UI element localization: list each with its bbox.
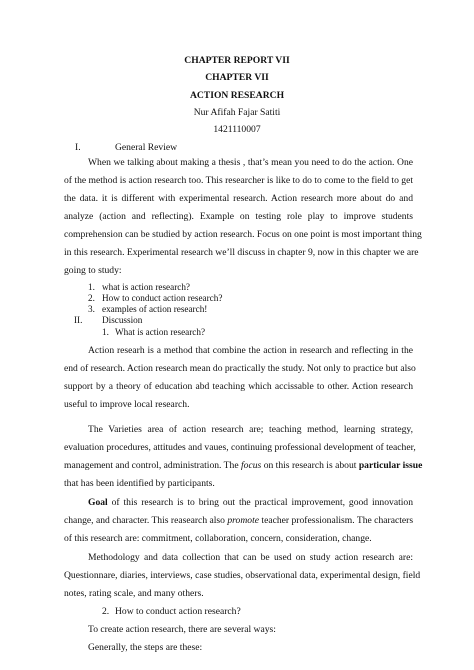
s1-para-line: the data. it is different with experimental research. Action research more about do and xyxy=(64,193,413,204)
list-item: examples of action research! xyxy=(102,304,208,314)
text-run: change, and character. This reasearch also xyxy=(64,515,225,526)
subheading-number: 2. xyxy=(102,606,110,617)
s2-para-line: end of research. Action research mean do practically the study. Not only to practice but also xyxy=(64,363,416,374)
varieties-line-focus xyxy=(64,460,423,472)
section1-heading: General Review xyxy=(115,142,178,153)
author-name: Nur Afifah Fajar Satiti xyxy=(193,107,281,118)
list-item-number: 1. xyxy=(88,282,95,292)
list-item-number: 3. xyxy=(88,304,95,314)
focus-emphasis: focus xyxy=(241,460,262,471)
section1-numeral: I. xyxy=(75,142,81,153)
methodology-line: Methodology and data collection that can be used on study action research are: xyxy=(88,552,413,563)
goal-emphasis: Goal xyxy=(88,497,108,508)
s1-para-line: of the method is action research too. This researcher is like to do to come to the field to get xyxy=(64,175,413,186)
section2-heading: Discussion xyxy=(102,315,143,325)
s2-para-line: useful to improve local research. xyxy=(64,399,190,410)
varieties-line: evaluation procedures, attitudes and vaues, continuing professional development of teacher, xyxy=(64,442,416,453)
s1-para-line: going to study: xyxy=(64,265,122,276)
text-run: teacher professionalism. The characters xyxy=(261,515,414,526)
goal-line xyxy=(88,497,413,509)
s1-para-line: When we talking about making a thesis , that’s mean you need to do the action. One xyxy=(88,157,413,168)
text-run: on this research is about xyxy=(263,460,357,471)
s1-para-line: analyze (action and reflecting). Example on testing role play to improve students xyxy=(64,211,413,222)
promote-emphasis: promote xyxy=(227,515,259,526)
list-item: How to conduct action research? xyxy=(102,293,223,303)
subheading-number: 1. xyxy=(102,327,109,337)
text-run: management and control, administration. The xyxy=(64,460,239,471)
s1-para-line: in this research. Experimental research we’ll discuss in chapter 9, now in this chapter we are xyxy=(64,247,419,258)
ways-line: To create action research, there are several ways: xyxy=(88,624,276,635)
particular-issue-emphasis: particular issue xyxy=(358,460,423,471)
steps-line: Generally, the steps are these: xyxy=(88,642,203,653)
goal-line: of this research are: commitment, collaboration, concern, consideration, change. xyxy=(64,533,372,544)
section2-numeral: II. xyxy=(74,315,83,325)
subheading-how-to: How to conduct action research? xyxy=(115,606,241,617)
chapter-title: ACTION RESEARCH xyxy=(189,90,285,101)
s2-para-line: support by a theory of education abd teaching which accissable to other. Action research xyxy=(64,381,413,392)
list-item-number: 2. xyxy=(88,293,95,303)
varieties-line: that has been identified by participants. xyxy=(64,478,215,489)
varieties-line: The Varieties area of action research are; teaching method, learning strategy, xyxy=(88,424,413,435)
methodology-line: notes, rating scale, and many others. xyxy=(64,588,204,599)
text-run: of this research is to bring out the practical improvement, good innovation xyxy=(111,497,414,508)
list-item: what is action research? xyxy=(102,282,191,292)
chapter-label: CHAPTER VII xyxy=(205,72,269,83)
student-id: 1421110007 xyxy=(213,124,261,135)
s2-para-line: Action researh is a method that combine the action in research and reflecting in the xyxy=(88,345,413,356)
report-title: CHAPTER REPORT VII xyxy=(184,55,290,66)
subheading-what-is: What is action research? xyxy=(115,327,206,337)
methodology-line: Questionnare, diaries, interviews, case studies, observational data, experimental design, field xyxy=(64,570,421,581)
goal-line xyxy=(64,515,413,527)
s1-para-line: comprehension can be studied by action research. Focus on one point is most important thing xyxy=(64,229,422,240)
